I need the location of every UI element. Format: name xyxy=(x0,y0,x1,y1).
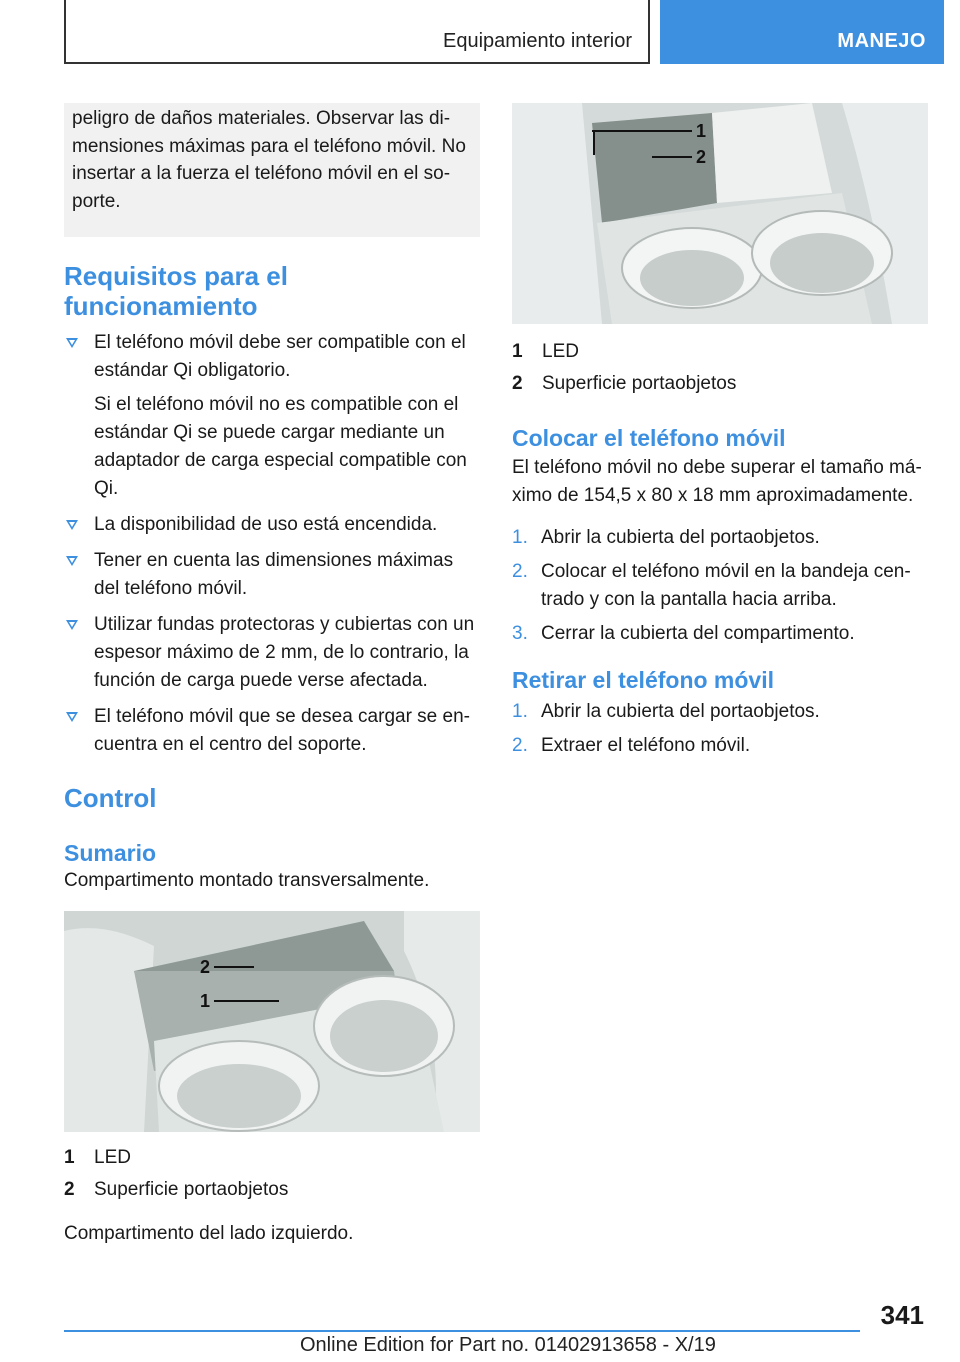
page-number: 341 xyxy=(880,1300,924,1330)
compartment-illustration xyxy=(64,911,480,1132)
warning-box xyxy=(64,103,480,237)
legend-row xyxy=(512,336,928,368)
list-item xyxy=(512,698,928,726)
figure-legend xyxy=(512,336,928,400)
step-number: 2. xyxy=(512,735,528,756)
left-side-compartment-figure xyxy=(512,103,928,324)
legend-label: Superficie portaobjetos xyxy=(94,1179,289,1200)
list-item xyxy=(512,558,928,614)
list-item-text: Utilizar fundas protectoras y cubiertas con un espesor máximo de 2 mm, de lo contrario, la función de carga puede verse afectada. xyxy=(94,614,475,691)
summary-text: Compartimento montado transversalmente. xyxy=(64,870,430,891)
place-phone-heading: Colocar el teléfono móvil xyxy=(512,425,786,451)
legend-label: LED xyxy=(542,341,579,362)
list-item-text: El teléfono móvil que se desea cargar se en-cuentra en el centro del soporte. xyxy=(94,706,470,755)
step-number: 1. xyxy=(512,527,528,548)
legend-key: 1 xyxy=(64,1147,75,1168)
callout-1: 1 xyxy=(696,121,707,141)
legend-label: Superficie portaobjetos xyxy=(542,373,737,394)
legend-key: 2 xyxy=(64,1179,75,1200)
chapter-title: MANEJO xyxy=(837,30,926,52)
right-column xyxy=(512,103,928,766)
requirements-heading: Requisitos para el funcionamiento xyxy=(64,261,288,321)
step-text: Colocar el teléfono móvil en la bandeja cen-trado y con la pantalla hacia arriba. xyxy=(541,561,911,610)
list-item xyxy=(64,547,480,603)
summary-heading: Sumario xyxy=(64,840,157,866)
chapter-tab[interactable] xyxy=(660,0,944,64)
legend-key: 1 xyxy=(512,341,523,362)
control-heading: Control xyxy=(64,783,157,813)
left-compartment-text: Compartimento del lado izquierdo. xyxy=(64,1223,354,1244)
list-item xyxy=(64,511,480,539)
figure-legend xyxy=(64,1142,480,1206)
header-section-box xyxy=(64,0,650,64)
place-phone-text: El teléfono móvil no debe superar el tamaño má-ximo de 154,5 x 80 x 18 mm aproximadamente. xyxy=(512,457,922,506)
list-item xyxy=(512,620,928,648)
list-item-text: Tener en cuenta las dimensiones máximas del teléfono móvil. xyxy=(94,550,454,599)
step-text: Extraer el teléfono móvil. xyxy=(541,735,751,756)
bullet-triangle-icon xyxy=(66,556,78,566)
bullet-triangle-icon xyxy=(66,620,78,630)
step-number: 1. xyxy=(512,701,528,722)
list-item xyxy=(512,524,928,552)
step-text: Abrir la cubierta del portaobjetos. xyxy=(541,527,820,548)
list-item xyxy=(64,703,480,759)
step-number: 2. xyxy=(512,561,528,582)
legend-label: LED xyxy=(94,1147,131,1168)
step-number: 3. xyxy=(512,623,528,644)
warning-text: peligro de daños materiales. Observar las di-mensiones máximas para el teléfono móvil. No insertar a la fuerza el teléfono móvil en el so-porte. xyxy=(72,108,466,212)
requirements-list xyxy=(64,329,480,759)
step-text: Abrir la cubierta del portaobjetos. xyxy=(541,701,820,722)
header-section-title: Equipamiento interior xyxy=(443,30,632,52)
footer-edition: Online Edition for Part no. 01402913658 - X/19 xyxy=(300,1334,716,1356)
list-item-note: Si el teléfono móvil no es compatible con el estándar Qi se puede cargar mediante un adaptador de carga especial compatible con Qi. xyxy=(94,394,467,499)
footer-rule xyxy=(64,1330,860,1332)
remove-phone-heading: Retirar el teléfono móvil xyxy=(512,667,775,693)
callout-2: 2 xyxy=(200,957,211,977)
compartment-illustration xyxy=(512,103,928,324)
list-item xyxy=(64,329,480,503)
legend-key: 2 xyxy=(512,373,523,394)
bullet-triangle-icon xyxy=(66,338,78,348)
legend-row xyxy=(64,1174,480,1206)
list-item-text: La disponibilidad de uso está encendida. xyxy=(94,514,438,535)
transverse-compartment-figure xyxy=(64,911,480,1132)
step-text: Cerrar la cubierta del compartimento. xyxy=(541,623,855,644)
remove-steps-list xyxy=(512,698,928,760)
legend-row xyxy=(64,1142,480,1174)
list-item xyxy=(512,732,928,760)
legend-row xyxy=(512,368,928,400)
list-item-text: El teléfono móvil debe ser compatible con el estándar Qi obligatorio. xyxy=(94,332,466,381)
callout-2: 2 xyxy=(696,147,707,167)
place-steps-list xyxy=(512,524,928,648)
left-column xyxy=(64,103,480,1248)
bullet-triangle-icon xyxy=(66,712,78,722)
list-item xyxy=(64,611,480,695)
callout-1: 1 xyxy=(200,991,211,1011)
bullet-triangle-icon xyxy=(66,520,78,530)
